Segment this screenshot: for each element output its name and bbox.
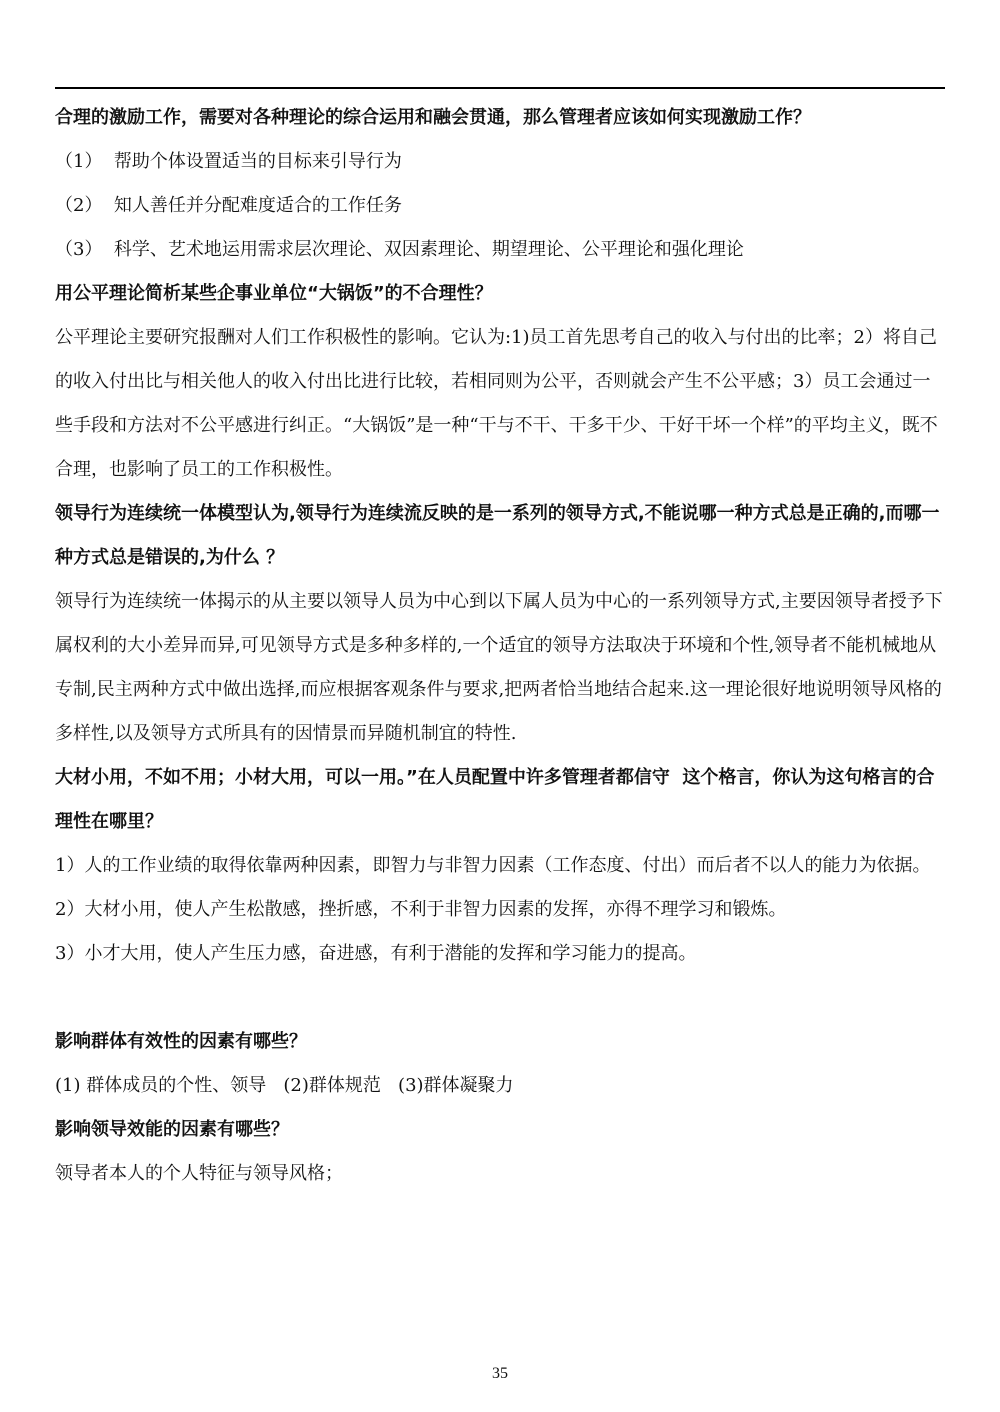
- question-equity-theory: 用公平理论简析某些企事业单位“大锅饭”的不合理性？: [55, 283, 493, 304]
- list-item: （1） 帮助个体设置适当的目标来引导行为: [55, 151, 402, 172]
- answer-group-effectiveness: (1) 群体成员的个性、领导 (2)群体规范 (3)群体凝聚力: [55, 1075, 514, 1096]
- document-body: [55, 96, 945, 1196]
- header-rule: [55, 87, 945, 89]
- question-incentive: 合理的激励工作，需要对各种理论的综合运用和融会贯通，那么管理者应该如何实现激励工作？: [55, 107, 811, 128]
- question-group-effectiveness: 影响群体有效性的因素有哪些？: [55, 1031, 307, 1052]
- spacer: [55, 976, 945, 1020]
- answer-leadership-continuum: 领导行为连续统一体揭示的从主要以领导人员为中心到以下属人员为中心的一系列领导方式,主要因领导者授予下属权利的大小差异而异,可见领导方式是多种多样的,一个适宜的领导方法取决于环境和个性,领导者不能机械地从专制,民主两种方式中做出选择,而应根据客观条件与要求,把两者恰当地结合起来.这一理论很好地说明领导风格的多样性,以及领导方式所具有的因情景而异随机制宜的特性.: [55, 591, 943, 744]
- list-item: （3） 科学、艺术地运用需求层次理论、双因素理论、期望理论、公平理论和强化理论: [55, 239, 744, 260]
- list-item: （2） 知人善任并分配难度适合的工作任务: [55, 195, 402, 216]
- answer-leadership-efficacy: 领导者本人的个人特征与领导风格；: [55, 1163, 343, 1184]
- answer-equity-theory: 公平理论主要研究报酬对人们工作积极性的影响。它认为:1)员工首先思考自己的收入与付出的比率；2）将自己的收入付出比与相关他人的收入付出比进行比较，若相同则为公平，否则就会产生不公平感；3）员工会通过一些手段和方法对不公平感进行纠正。“大锅饭”是一种“干与不干、干多干少、干好干坏一个样”的平均主义，既不合理，也影响了员工的工作积极性。: [55, 327, 938, 480]
- list-item: 2）大材小用，使人产生松散感，挫折感，不利于非智力因素的发挥，亦得不理学习和锻炼。: [55, 899, 787, 920]
- list-item: 1）人的工作业绩的取得依靠两种因素，即智力与非智力因素（工作态度、付出）而后者不以人的能力为依据。: [55, 855, 931, 876]
- page-number: 35: [492, 1365, 508, 1382]
- question-leadership-efficacy: 影响领导效能的因素有哪些？: [55, 1119, 289, 1140]
- question-leadership-continuum: 领导行为连续统一体模型认为,领导行为连续流反映的是一系列的领导方式,不能说哪一种方式总是正确的,而哪一种方式总是错误的,为什么 ？: [55, 503, 940, 568]
- list-item: 3）小才大用，使人产生压力感，奋进感，有利于潜能的发挥和学习能力的提高。: [55, 943, 697, 964]
- question-staffing-proverb: 大材小用，不如不用；小材大用，可以一用。”在人员配置中许多管理者都信守 这个格言，你认为这句格言的合理性在哪里？: [55, 767, 935, 832]
